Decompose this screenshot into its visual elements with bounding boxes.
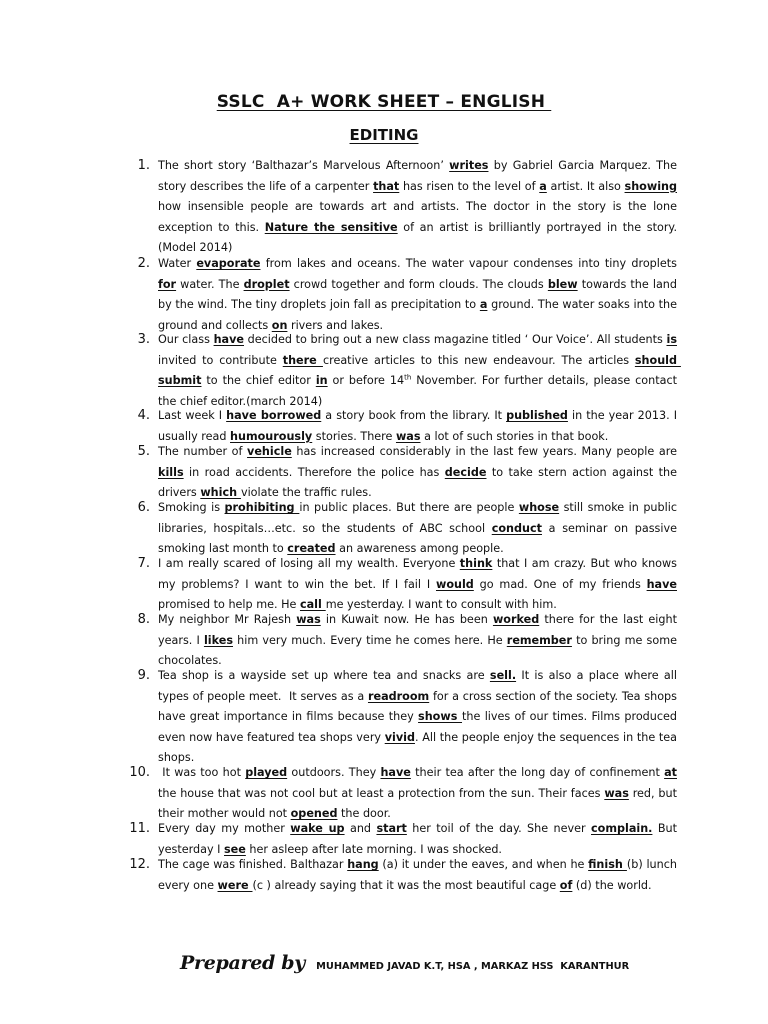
text-segment: go mad. One of my friends <box>473 577 647 591</box>
text-segment: in the year 2013. I usually read <box>158 409 681 443</box>
text-segment: me yesterday. I want to consult with him. <box>325 598 557 611</box>
underlined-error-word: see <box>224 842 246 856</box>
underlined-error-word: should submit <box>158 353 681 387</box>
question-text <box>158 330 681 412</box>
question-text <box>158 406 681 447</box>
underlined-error-word: was <box>296 613 321 626</box>
text-segment: towards the land by the wind. The tiny droplets join fall as precipitation to <box>158 277 681 311</box>
question-number: 8. <box>137 612 150 627</box>
underlined-error-word: vehicle <box>247 445 292 458</box>
underlined-error-word: was <box>604 786 629 800</box>
underlined-error-word: remember <box>506 633 572 647</box>
underlined-error-word: finish <box>588 858 627 871</box>
text-segment: a story book from the library. It <box>321 409 507 422</box>
underlined-error-word: complain. <box>591 822 653 835</box>
underlined-error-word: Nature the sensitive <box>264 220 398 234</box>
text-segment: stories. There <box>312 429 396 443</box>
question-number: 2. <box>137 256 150 271</box>
underlined-error-word: likes <box>203 633 233 647</box>
text-segment: promised to help me. He <box>158 577 681 611</box>
question-item <box>137 442 681 499</box>
underlined-error-word: there <box>282 353 323 367</box>
text-segment: Water <box>158 257 197 270</box>
text-segment: Tea shop is a wayside set up where tea and snacks are <box>158 669 490 682</box>
underlined-error-word: showing <box>624 179 677 193</box>
underlined-error-word: humourously <box>230 429 313 443</box>
question-number: 9. <box>137 668 150 683</box>
question-item <box>137 156 681 254</box>
text-segment: (a) it under the eaves, and when he <box>378 858 589 871</box>
underlined-error-word: readroom <box>367 689 430 703</box>
question-item <box>129 855 681 915</box>
underlined-error-word: shows <box>418 710 463 723</box>
question-text <box>158 763 681 825</box>
text-segment: still smoke in public libraries, hospitals…etc. so the students of ABC school <box>158 501 681 535</box>
text-segment: (b) lunch every one <box>158 858 681 892</box>
text-segment: in Kuwait now. He has been <box>320 613 493 626</box>
underlined-error-word: evaporate <box>196 257 261 270</box>
text-segment: I am really scared of losing all my wealth. Everyone <box>158 557 460 570</box>
text-segment: Every day my mother <box>158 822 291 835</box>
underlined-error-word: in <box>315 374 328 387</box>
text-segment: violate the traffic rules. <box>240 486 372 499</box>
question-text <box>158 442 681 504</box>
text-segment: Last week I <box>158 409 227 422</box>
underlined-error-word: droplet <box>243 277 290 291</box>
question-number: 11. <box>129 821 150 836</box>
underlined-error-word: vivid <box>384 730 415 744</box>
underlined-error-word: was <box>395 429 421 443</box>
underlined-error-word: which <box>200 486 241 499</box>
underlined-error-word: that <box>373 179 400 193</box>
underlined-error-word: wake up <box>290 822 345 835</box>
question-item <box>137 610 681 667</box>
text-segment: rivers and lakes. <box>287 318 384 332</box>
underlined-error-word: a <box>479 298 488 311</box>
question-text <box>158 156 681 259</box>
text-segment: It was too hot <box>158 766 246 779</box>
text-segment: their tea after the long day of confinement <box>410 766 665 779</box>
superscript-text: th <box>404 373 412 382</box>
text-segment: that I am crazy. But who knows my problems? I want to win the bet. If I fail I <box>158 557 681 591</box>
underlined-error-word: of <box>559 878 573 892</box>
question-text <box>158 666 681 769</box>
underlined-error-word: prohibiting <box>224 501 300 514</box>
text-segment: and <box>344 822 377 835</box>
text-segment: It is also a place where all types of people meet. It serves as a <box>158 669 681 703</box>
question-text <box>158 855 681 896</box>
underlined-error-word: is <box>666 333 677 346</box>
question-list <box>129 156 681 915</box>
text-segment: (c ) already saying that it was the most beautiful cage <box>252 878 560 892</box>
underlined-error-word: for <box>158 277 177 291</box>
text-segment: there for the last eight years. I <box>158 613 681 647</box>
text-segment: how insensible people are towards art and artists. The doctor in the story is the lone exception to this. <box>158 179 681 234</box>
underlined-error-word: whose <box>518 501 560 514</box>
underlined-error-word: writes <box>449 159 489 172</box>
worksheet-subtitle <box>0 126 768 144</box>
worksheet-subtitle-text: EDITING <box>349 126 419 144</box>
text-segment: the lives of our times. Films produced even now have featured tea shops very <box>158 710 681 744</box>
text-segment: . All the people enjoy the sequences in the tea shops. <box>158 730 681 764</box>
question-number: 1. <box>137 158 150 173</box>
text-segment: the house that was not cool but at least a protection from the sun. Their faces <box>158 766 681 800</box>
question-number: 6. <box>137 500 150 515</box>
text-segment: outdoors. They <box>287 766 381 779</box>
question-text <box>158 819 681 860</box>
text-segment: for a cross section of the society. Tea shops have great importance in films because they <box>158 689 681 723</box>
question-item <box>137 666 681 764</box>
underlined-error-word: sell. <box>489 669 517 682</box>
underlined-error-word: published <box>506 409 568 422</box>
question-number: 3. <box>137 332 150 347</box>
text-segment: ground. The water soaks into the ground and collects <box>158 298 681 332</box>
underlined-error-word: hang <box>347 858 379 871</box>
text-segment: the door. <box>337 807 391 820</box>
text-segment: But yesterday I <box>158 822 681 856</box>
underlined-error-word: think <box>459 557 493 570</box>
text-segment: a lot of such stories in that book. <box>420 429 609 443</box>
underlined-error-word: blew <box>547 277 578 291</box>
text-segment: decided to bring out a new class magazine titled ‘ Our Voice’. All students <box>243 333 667 346</box>
text-segment: to the chief editor <box>201 374 316 387</box>
underlined-error-word: played <box>245 766 288 779</box>
text-segment: of an artist is brilliantly portrayed in the story.(Model 2014) <box>158 220 677 254</box>
question-number: 4. <box>137 408 150 423</box>
footer <box>180 952 629 974</box>
underlined-error-word: would <box>435 577 474 591</box>
underlined-error-word: were <box>217 878 253 892</box>
text-segment: invited to contribute <box>158 333 681 367</box>
question-number: 7. <box>137 556 150 571</box>
underlined-error-word: conduct <box>491 521 542 535</box>
question-number: 5. <box>137 444 150 459</box>
text-segment: in public places. But there are people <box>299 501 519 514</box>
underlined-error-word: call <box>299 598 326 611</box>
underlined-error-word: created <box>287 542 336 555</box>
text-segment: Our class <box>158 333 214 346</box>
underlined-error-word: at <box>664 766 677 779</box>
author-credit: MUHAMMED JAVAD K.T, HSA , MARKAZ HSS KARANTHUR <box>316 961 630 972</box>
text-segment: to bring me some chocolates. <box>158 633 681 667</box>
underlined-error-word: worked <box>492 613 540 626</box>
text-segment: crowd together and form clouds. The clouds <box>289 277 548 291</box>
text-segment: has risen to the level of <box>399 179 540 193</box>
text-segment: creative articles to this new endeavour. The articles <box>322 353 635 367</box>
text-segment: Smoking is <box>158 501 225 514</box>
text-segment: red, but their mother would not <box>158 786 681 820</box>
underlined-error-word: opened <box>290 807 338 820</box>
question-text <box>158 498 681 560</box>
text-segment: an awareness among people. <box>335 542 504 555</box>
underlined-error-word: a <box>539 179 547 193</box>
question-text <box>158 554 681 616</box>
question-text <box>158 610 681 672</box>
question-item <box>137 498 681 555</box>
text-segment: My neighbor Mr Rajesh <box>158 613 297 626</box>
question-item <box>137 406 681 443</box>
text-segment: The cage was finished. Balthazar <box>158 858 348 871</box>
question-item <box>129 819 681 856</box>
question-item <box>137 554 681 611</box>
underlined-error-word: have <box>646 577 677 591</box>
text-segment: in road accidents. Therefore the police has <box>183 465 445 479</box>
underlined-error-word: decide <box>444 465 487 479</box>
question-item <box>137 254 681 332</box>
underlined-error-word: have borrowed <box>226 409 322 422</box>
text-segment: from lakes and oceans. The water vapour condenses into tiny droplets <box>260 257 681 270</box>
text-segment: to take stern action against the drivers <box>158 465 681 499</box>
text-segment: The short story ‘Balthazar’s Marvelous Afternoon’ <box>158 159 450 172</box>
text-segment: him very much. Every time he comes here. He <box>233 633 507 647</box>
underlined-error-word: kills <box>158 465 184 479</box>
text-segment: her asleep after late morning. I was shocked. <box>245 842 502 856</box>
question-text <box>158 254 681 336</box>
prepared-by-signature: Prepared by <box>180 952 306 974</box>
text-segment: The number of <box>158 445 248 458</box>
question-item <box>137 330 681 408</box>
worksheet-title <box>0 92 768 112</box>
text-segment: or before 14 <box>327 374 405 387</box>
worksheet-title-text: SSLC A+ WORK SHEET – ENGLISH <box>216 92 552 112</box>
question-number: 10. <box>129 765 150 780</box>
underlined-error-word: on <box>271 318 288 332</box>
text-segment: November. For further details, please contact the chief editor.(march 2014) <box>158 374 681 408</box>
text-segment: by Gabriel Garcia Marquez. The story describes the life of a carpenter <box>158 159 681 193</box>
underlined-error-word: start <box>376 822 407 835</box>
underlined-error-word: have <box>213 333 244 346</box>
text-segment: artist. It also <box>546 179 625 193</box>
text-segment: water. The <box>176 277 244 291</box>
text-segment: has increased considerably in the last few years. Many people are <box>291 445 681 458</box>
underlined-error-word: have <box>380 766 411 779</box>
question-item <box>129 763 681 820</box>
text-segment: a seminar on passive smoking last month to <box>158 521 681 555</box>
text-segment: (d) the world. <box>572 878 652 892</box>
text-segment: her toil of the day. She never <box>406 822 591 835</box>
question-number: 12. <box>129 857 150 872</box>
